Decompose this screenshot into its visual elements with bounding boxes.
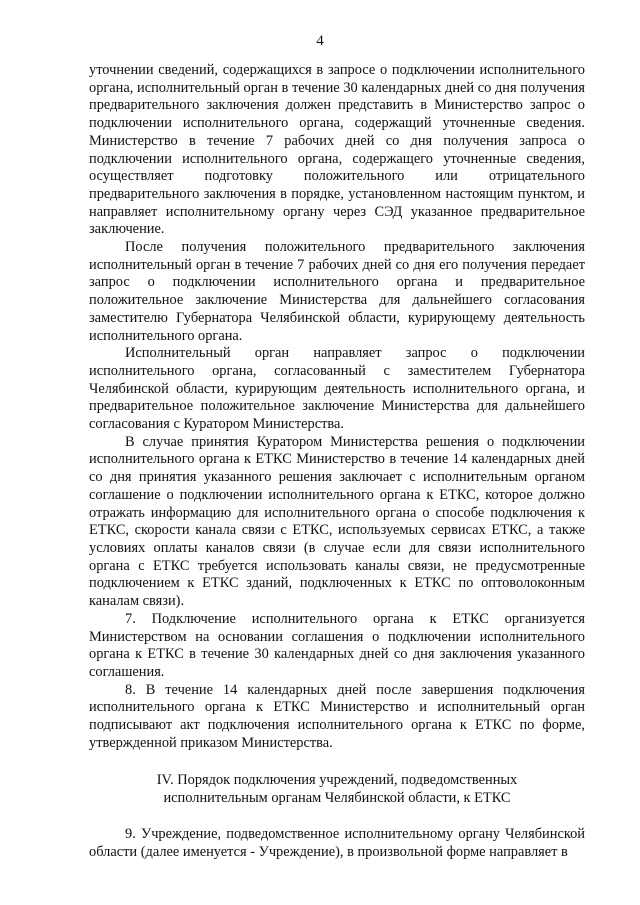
paragraph-curator-decision: В случае принятия Куратором Министерства решения о подключении исполнительного органа к ЕТКС Министерство в течение 14 календарных дней со дня принятия указанного решения заключает с исполнительным органом соглашение о подключении исполнительного органа к ЕТКС, которое должно отражать информацию для исполнительного органа о способе подключения к ЕТКС, скорости канала связи с ЕТКС, используемых сервисах ЕТКС, а также условиях оплаты каналов связи (в случае если для связи исполнительного органа с ЕТКС требуется использовать каналы связи, не предусмотренные подключением к ЕТКС зданий, подключенных к ЕТКС по оптоволоконным каналам связи). xyxy=(89,433,585,610)
section-heading-line: исполнительным органам Челябинской области, к ЕТКС xyxy=(163,790,511,807)
page-number: 4 xyxy=(316,33,324,49)
paragraph-request-submission: Исполнительный орган направляет запрос о подключении исполнительного органа, согласованный с заместителем Губернатора Челябинской области, курирующим деятельность исполнительного органа, и предварительное положительное заключение Министерства для дальнейшего согласования с Куратором Министерства. xyxy=(89,345,585,433)
paragraph-positive-conclusion: После получения положительного предварительного заключения исполнительный орган в течение 7 рабочих дней со дня его получения передает запрос о подключении исполнительного органа и предварительное положительное заключение Министерства для дальнейшего согласования заместителю Губернатора Челябинской области, курирующему деятельность исполнительного органа. xyxy=(89,239,585,344)
paragraph-item-9: 9. Учреждение, подведомственное исполнительному органу Челябинской области (далее именуется - Учреждение), в произвольной форме направляет в xyxy=(89,825,585,860)
paragraph-continuation: уточнении сведений, содержащихся в запросе о подключении исполнительного органа, исполнительный орган в течение 30 календарных дней со дня получения предварительного заключения должен представить в Министерство запрос о подключении исполнительного органа, содержащий уточненные сведения. Министерство в течение 7 рабочих дней со дня получения запроса о подключении исполнительного органа, содержащего уточненные сведения, осуществляет подготовку положительного или отрицательного предварительного заключения в порядке, установленном настоящим пунктом, и направляет исполнительному органу через СЭД указанное предварительное заключение. xyxy=(89,62,585,238)
section-heading xyxy=(89,772,585,807)
paragraph-item-8: 8. В течение 14 календарных дней после завершения подключения исполнительного органа к ЕТКС Министерство и исполнительный орган подписывают акт подключения исполнительного органа к ЕТКС по форме, утвержденной приказом Министерства. xyxy=(89,681,585,751)
paragraph-item-7: 7. Подключение исполнительного органа к ЕТКС организуется Министерством на основании соглашения о подключении исполнительного органа к ЕТКС в течение 30 календарных дней со дня заключения указанного соглашения. xyxy=(89,610,585,680)
document-body xyxy=(89,62,585,861)
section-heading-line: IV. Порядок подключения учреждений, подведомственных xyxy=(156,772,518,789)
